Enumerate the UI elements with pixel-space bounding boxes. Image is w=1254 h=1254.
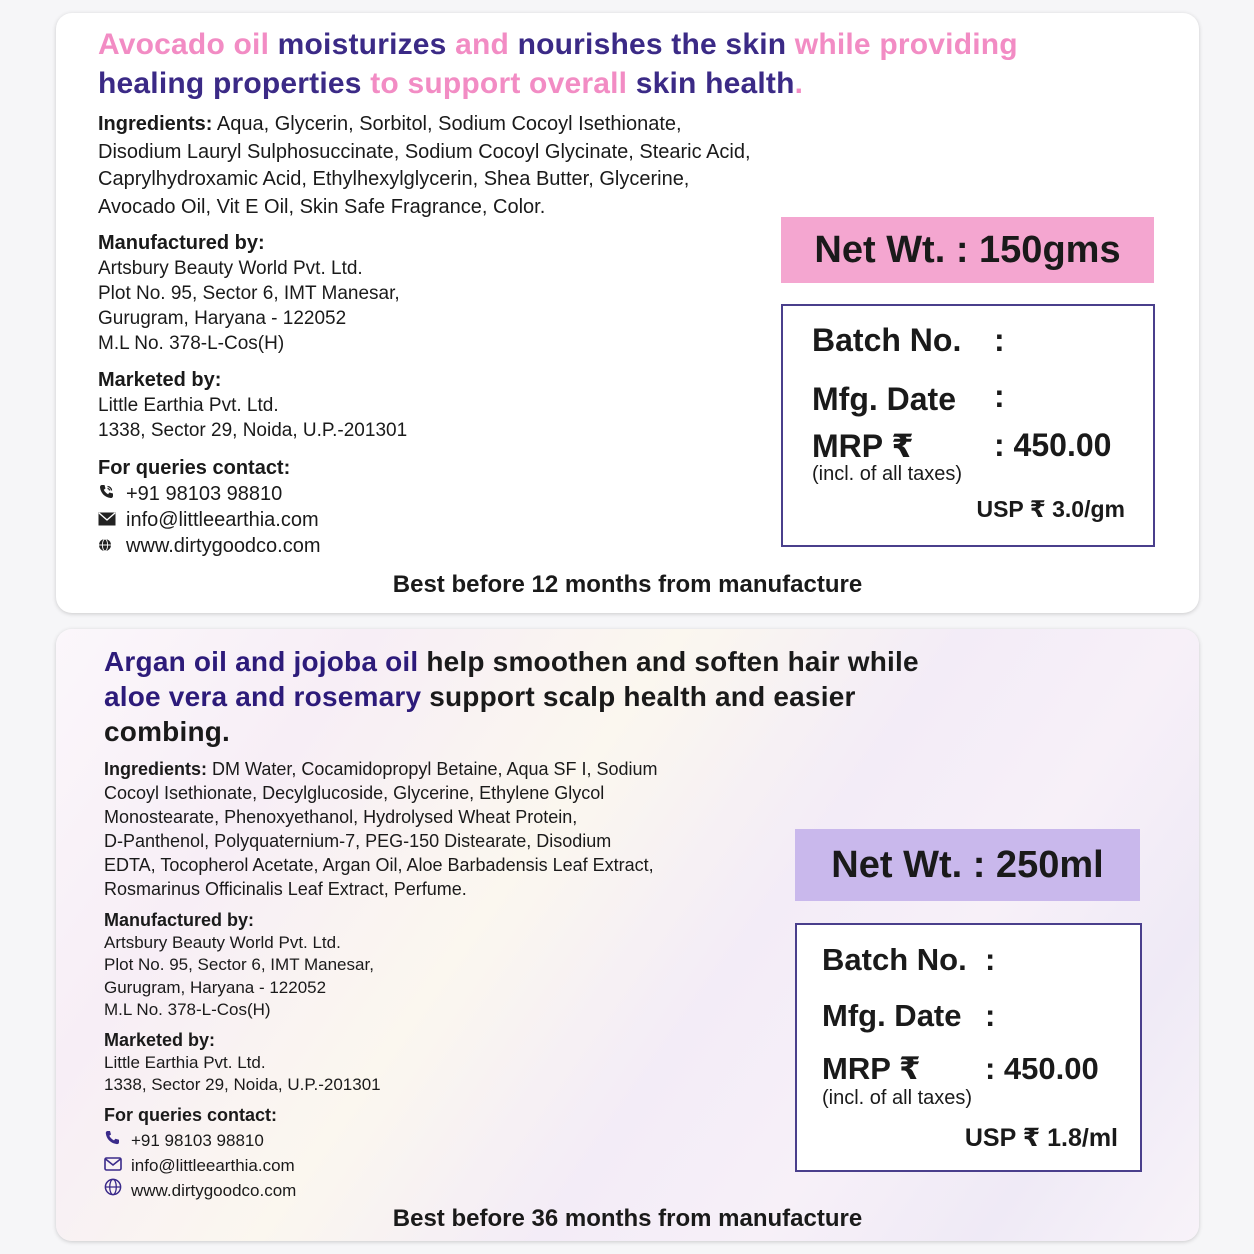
headline-segment: Avocado oil [98,28,278,61]
contact-block [104,1103,296,1203]
phone-row [98,481,321,507]
globe-icon [104,1178,131,1203]
manufacturer-line: M.L No. 378-L-Cos(H) [98,333,285,354]
marketer-line: 1338, Sector 29, Noida, U.P.-201301 [104,1075,381,1094]
marketer-block [104,1029,381,1097]
globe-icon [98,533,126,559]
mfg-date-label: Mfg. Date [812,381,956,417]
ingredients-line: D-Panthenol, Polyquaternium-7, PEG-150 Distearate, Disodium [104,831,612,851]
headline-segment: . [794,67,804,100]
website-row [98,533,321,559]
headline-segment: to support overall [370,67,636,100]
net-weight-badge [781,217,1154,283]
email-row [98,507,321,533]
batch-label: Batch No. [812,322,962,358]
ingredients-line: Rosmarinus Officinalis Leaf Extract, Perfume. [104,879,467,899]
ingredients-line: Aqua, Glycerin, Sorbitol, Sodium Cocoyl Isethionate, [212,113,682,135]
usp-value: USP ₹ 3.0/gm [976,496,1125,522]
headline [104,644,964,749]
headline-segment: combing. [104,716,231,747]
batch-label: Batch No. [822,942,967,977]
email-row [104,1153,296,1178]
phone-icon [98,481,126,507]
mrp-value: : 450.00 [985,1051,1099,1086]
ingredients-line: Avocado Oil, Vit E Oil, Skin Safe Fragrance, Color. [98,195,546,218]
mfg-colon: : [985,998,996,1033]
ingredients-block [98,111,838,221]
marketer-line: 1338, Sector 29, Noida, U.P.-201301 [98,420,408,441]
queries-label: For queries contact: [104,1105,278,1125]
marketer-line: Little Earthia Pvt. Ltd. [104,1052,266,1072]
phone-icon [104,1128,131,1153]
headline-segment: Argan oil and jojoba oil [104,646,427,677]
ingredients-block [104,757,764,901]
net-volume-badge [795,829,1140,901]
headline-segment: support scalp health and easier [429,681,856,712]
best-before-note: Best before 36 months from manufacture [392,1205,863,1232]
headline-segment: the skin [671,28,795,61]
headline-segment: healing properties [98,67,371,100]
website-link[interactable]: www.dirtygoodco.com [131,1181,297,1200]
batch-info-box [795,923,1142,1172]
net-volume-text: Net Wt. : 250ml [831,844,1104,886]
phone-number[interactable]: +91 98103 98810 [126,483,283,505]
manufactured-label: Manufactured by: [98,232,265,254]
email-address[interactable]: info@littleearthia.com [131,1156,295,1175]
mrp-label: MRP ₹ [822,1051,921,1086]
ingredients-line: Caprylhydroxamic Acid, Ethylhexylglycerin, Shea Butter, Glycerine, [98,168,690,190]
manufacturer-line: Plot No. 95, Sector 6, IMT Manesar, [104,955,374,974]
manufacturer-line: Plot No. 95, Sector 6, IMT Manesar, [98,283,400,304]
manufacturer-block [104,909,374,1022]
manufactured-label: Manufactured by: [104,910,255,930]
manufacturer-line: Gurugram, Haryana - 122052 [98,308,347,329]
mrp-tax-note: (incl. of all taxes) [812,463,963,485]
headline-segment: and [455,28,518,61]
mfg-date-label: Mfg. Date [822,998,962,1033]
best-before-note: Best before 12 months from manufacture [392,571,863,598]
email-address[interactable]: info@littleearthia.com [126,509,319,531]
queries-label: For queries contact: [98,457,291,479]
batch-colon: : [994,322,1005,358]
manufacturer-line: Gurugram, Haryana - 122052 [104,977,327,997]
label-card-avocado [56,13,1199,613]
manufacturer-line: Artsbury Beauty World Pvt. Ltd. [98,258,363,279]
mail-icon [98,507,126,533]
usp-value: USP ₹ 1.8/ml [964,1124,1118,1152]
mrp-value: : 450.00 [994,427,1112,463]
label-card-hair [56,629,1199,1241]
mail-icon [104,1153,131,1178]
ingredients-line: Cocoyl Isethionate, Decylglucoside, Glycerine, Ethylene Glycol [104,783,605,803]
website-row [104,1178,296,1203]
headline-segment: moisturizes [277,28,456,61]
website-link[interactable]: www.dirtygoodco.com [126,535,321,557]
net-weight-text: Net Wt. : 150gms [814,229,1121,271]
headline-segment: help smoothen and soften hair while [426,646,919,677]
headline [98,25,1098,103]
ingredients-line: Disodium Lauryl Sulphosuccinate, Sodium Cocoyl Glycinate, Stearic Acid, [98,140,751,163]
ingredients-label: Ingredients: [98,113,213,135]
ingredients-line: Monostearate, Phenoxyethanol, Hydrolysed Wheat Protein, [104,807,578,827]
batch-colon: : [985,942,996,977]
headline-segment: aloe vera and rosemary [104,681,430,712]
mrp-label: MRP ₹ [812,428,914,464]
batch-info-box [781,304,1155,547]
manufacturer-block [98,231,400,356]
mfg-colon: : [994,378,1005,414]
ingredients-line: DM Water, Cocamidopropyl Betaine, Aqua SF I, Sodium [207,759,658,779]
contact-block [98,455,321,559]
ingredients-label: Ingredients: [104,759,208,779]
marketed-label: Marketed by: [98,369,222,391]
headline-segment: nourishes [517,28,672,61]
headline-segment: while providing [794,28,1018,61]
marketer-line: Little Earthia Pvt. Ltd. [98,395,279,416]
phone-number[interactable]: +91 98103 98810 [131,1131,264,1150]
mrp-tax-note: (incl. of all taxes) [822,1087,973,1109]
phone-row [104,1128,296,1153]
manufacturer-line: M.L No. 378-L-Cos(H) [104,1000,271,1019]
manufacturer-line: Artsbury Beauty World Pvt. Ltd. [104,932,341,952]
marketed-label: Marketed by: [104,1030,216,1050]
marketer-block [98,368,407,443]
ingredients-line: EDTA, Tocopherol Acetate, Argan Oil, Aloe Barbadensis Leaf Extract, [104,855,654,875]
headline-segment: skin health [635,67,795,100]
